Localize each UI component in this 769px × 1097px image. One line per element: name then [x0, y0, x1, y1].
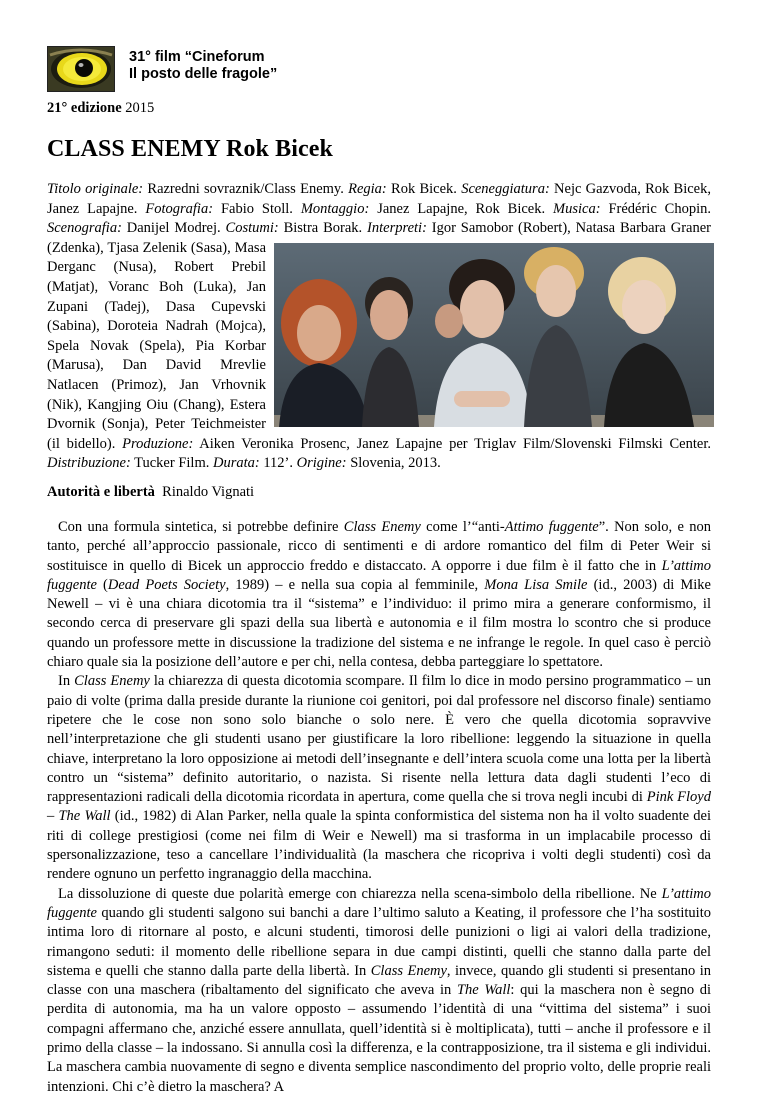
article-body: [47, 518, 711, 1097]
film-title-ref: Attimo fuggente: [504, 519, 599, 535]
credit-label: Montaggio:: [300, 200, 370, 217]
header: [47, 45, 277, 93]
section-author: Rinaldo Vignati: [154, 484, 255, 500]
credit-value: Janez Lapajne, Rok Bicek.: [369, 200, 554, 217]
credit-label: Produzione:: [122, 435, 194, 452]
credit-label: Origine:: [296, 455, 347, 472]
festival-title: [129, 49, 277, 83]
text-run: La dissoluzione di queste due polarità emerge con chiarezza nella scena-simbolo della ribellione. Ne: [58, 885, 662, 902]
paragraph-1: [47, 518, 711, 672]
credit-label: Durata:: [212, 455, 260, 472]
credit-value: Nejc Gazvoda, Rok Bicek, Janez Lapajne.: [47, 181, 711, 217]
paragraph-2: [47, 672, 711, 884]
section-heading: [47, 484, 254, 501]
film-title-ref: The Wall: [456, 982, 511, 999]
film-title-ref: Dead Poets Society: [107, 576, 226, 593]
film-title-ref: Mona Lisa Smile: [484, 576, 588, 593]
text-run: : qui la maschera non è segno di perdita di autonomia, ma ha un valore opposto – assumendo l’identità di una “vittima del sistema” i suoi compagni affermano che, anziché essere annullata, quell’identità si è moltiplicata), tutti – anche il professore e il primo della classe – la indossano. Si annulla così la differenza, e la contrapposizione, tra il sistema e gli individui. La maschera cambia nuovamente di segno e diventa semplice nascondimento del proprio volto, delle proprie reali intenzioni. Chi c’è dietro la maschera? A: [47, 982, 711, 1095]
text-run: quando gli studenti salgono sui banchi a dare l’ultimo saluto a Keating, il professore che l’ha sostituito intima loro di ritornare al posto, e alcuni studenti, timorosi delle punizioni o ligi ai valori della tradizione, rimangono seduti: il momento delle ribellione separa in due campi distinti, quelli che stanno dalla parte del sistema e quelli che stanno dalla parte della libertà. In: [47, 904, 711, 979]
text-run: , 1989) – e nella sua copia al femminile,: [225, 576, 485, 593]
edition-line: [47, 100, 154, 117]
credit-value: Danijel Modrej.: [121, 220, 226, 237]
credit-label: Musica:: [553, 200, 601, 217]
paragraph-3: [47, 885, 711, 1097]
text-run: Con una formula sintetica, si potrebbe definire: [58, 519, 344, 535]
credit-label: Interpreti:: [367, 220, 427, 237]
film-credits: [47, 180, 711, 474]
credit-value: 112’.: [259, 455, 297, 472]
credit-value: Rok Bicek.: [386, 181, 462, 197]
credit-label: Distribuzione:: [47, 455, 131, 472]
credit-label: Fotografia:: [145, 200, 214, 217]
text-run: ”. Non solo, e non tanto, perché all’approccio passionale, ricco di sentimenti e di ardore romantico del film di Peter Weir si sostituisce in quello di Bicek un approccio freddo e distaccato. A opporre i due film è il fatto che in: [47, 519, 712, 574]
credit-value: Bistra Borak.: [278, 220, 368, 237]
text-run: (: [96, 576, 108, 593]
festival-line-2: Il posto delle fragole”: [129, 66, 278, 82]
credit-value: Igor Samobor (Robert), Natasa Barbara Graner (Zdenka), Tjasa Zelenik (Sasa), Masa Derganc (Nusa), Robert Prebil (Matjat), Voranc Boh (Luka), Jan Zupani (Tadej), Dasa Cupevski (Sabina), Doroteia Nadrah (Mojca), Spela Novak (Spela), Pia Korbar (Marusa), Dan David Mrevlie Natlacen (Primoz), Jan Vrhovnik (Nik), Kangjing Oiu (Chang), Estera Dvornik (Sonja), Peter Teichmeister (il bidello).: [47, 220, 711, 452]
section-title: Autorità e libertà: [47, 484, 155, 500]
film-title-ref: Class Enemy: [343, 519, 421, 535]
film-title-ref: L’attimo fuggente: [47, 557, 711, 593]
credit-label: Regia:: [348, 181, 387, 197]
credit-label: Scenografia:: [47, 220, 122, 237]
film-title-ref: Class Enemy: [370, 962, 447, 979]
text-run: (id., 2003) di Mike Newell – vi è una chiara dicotomia tra il “sistema” e l’individuo: il primo mira a generare conformismo, il secondo cerca di preservare gli spazi della sua libertà e autonomia e il film mostra lo scontro che si produce quando un professore mette in discussione la tradizione del sistema e ne infrange le regole. In quel caso è perciò chiaro quale sia la posizione dell’autore e per chi, nella contesa, debba parteggiare lo spettatore.: [47, 576, 711, 671]
credit-value: Slovenia, 2013.: [346, 455, 441, 472]
credit-label: Costumi:: [225, 220, 279, 237]
text-run: come l’“anti-: [420, 519, 505, 535]
edition-year: 2015: [121, 100, 155, 116]
film-title-ref: Class Enemy: [74, 673, 150, 690]
credit-value: Aiken Veronika Prosenc, Janez Lapajne per Triglav Film/Slovenski Filmski Center.: [193, 435, 711, 452]
film-still-students-icon: [274, 243, 714, 427]
text-run: la chiarezza di questa dicotomia scompare. Il film lo dice in modo persino programmatico – un paio di volte (prima dalla preside durante la riunione coi genitori, poi dal professore nel discorso finale) sentiamo ripetere che le cose non sono solo bianche o solo nere. È vero che quella dicotomia sopravvive nell’interpretazione che gli studenti usano per giustificare la loro ribellione: leggendo la situazione in quella chiave, interpretano la loro opposizione ai metodi dell’insegnante e dell’intera scuola come una lotta per la libertà contro un “sistema” definito autoritario, o nazista. Si risente nella lettura data dagli studenti l’eco di rappresentazioni radicali della dicotomia ricordata in apertura, come quella che si trova negli incubi di: [47, 673, 711, 806]
text-run: (id., 1982) di Alan Parker, nella quale la spinta conformistica del sistema non ha il volto suadente dei riti di college prestigiosi (come nei film di Weir e Newell) ma si trasforma in un implacabile processo di spersonalizzazione, teso a cancellare l’individualità (la maschera che ricopriva i volti degli studenti) così da rendere ognuno un perfetto ingranaggio della macchina.: [47, 808, 711, 883]
film-title-ref: L’attimo fuggente: [47, 885, 711, 921]
credit-value: Razredni sovraznik/Class Enemy.: [143, 181, 349, 197]
festival-line-1: 31° film “Cineforum: [129, 49, 265, 65]
edition-number: 21° edizione: [47, 100, 122, 116]
film-title: CLASS ENEMY Rok Bicek: [47, 136, 333, 162]
credit-value: Tucker Film.: [130, 455, 213, 472]
credit-label: Sceneggiatura:: [461, 181, 550, 197]
credit-label: Titolo originale:: [47, 181, 144, 197]
text-run: In: [58, 673, 75, 690]
credit-value: Fabio Stoll.: [213, 200, 301, 217]
owl-eye-icon: [47, 46, 115, 92]
film-title-ref: Pink Floyd – The Wall: [47, 789, 711, 825]
credit-value: Frédéric Chopin.: [600, 200, 711, 217]
text-run: , invece, quando gli studenti si presentano in classe con una maschera (ribaltamento del significato che aveva in: [47, 962, 711, 999]
